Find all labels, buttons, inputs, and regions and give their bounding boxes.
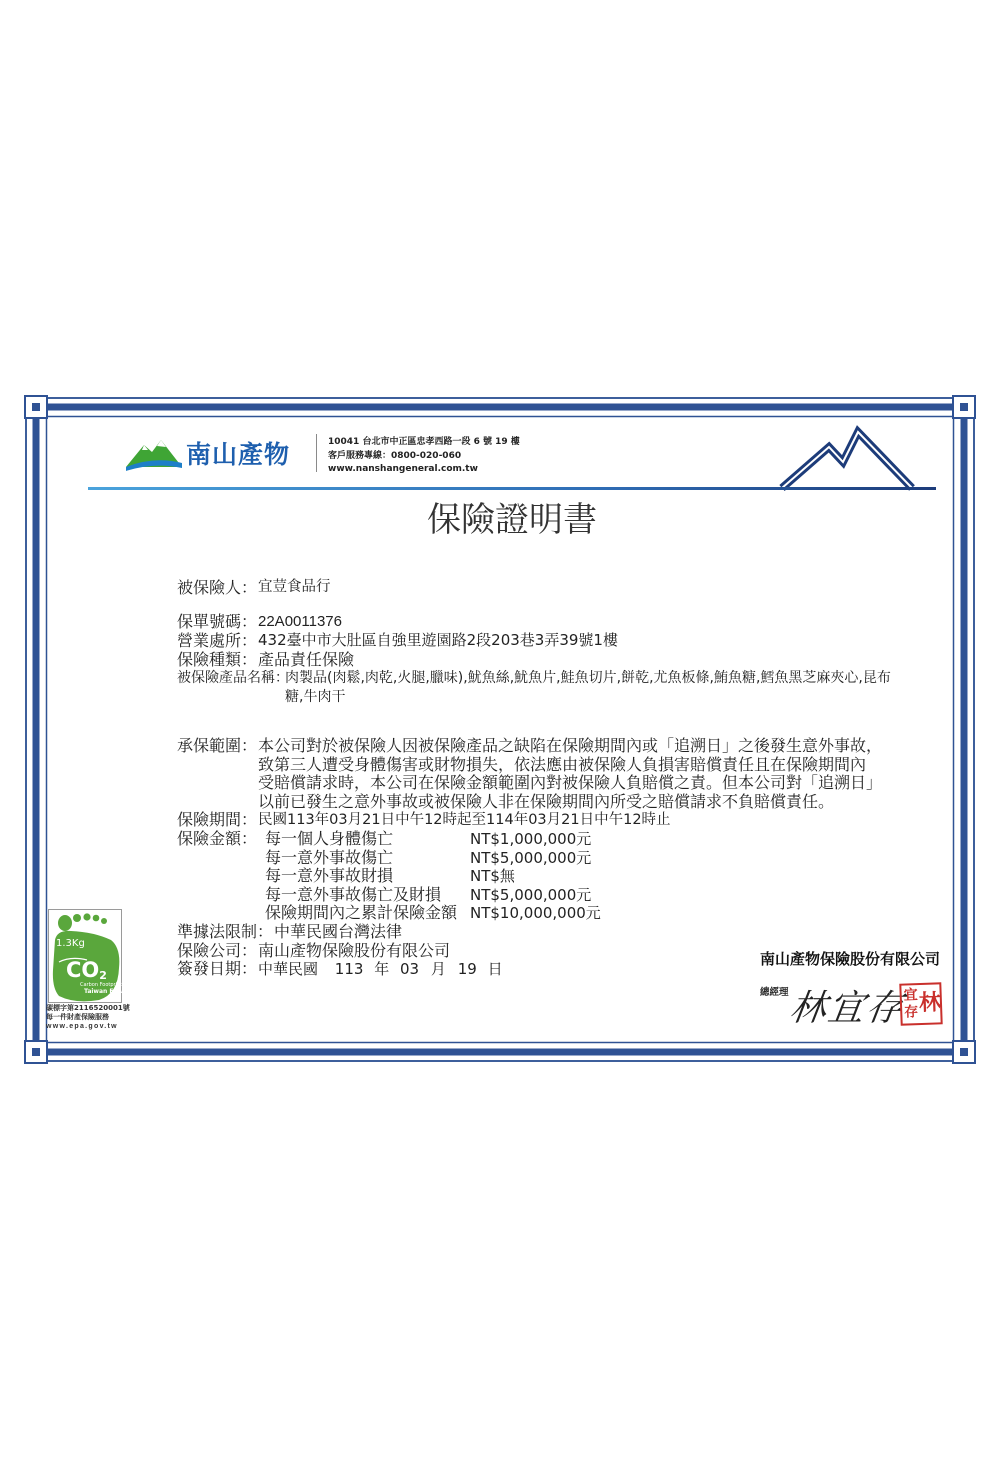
amount-row (177, 830, 882, 849)
governing-law-label: 準據法限制： (177, 921, 274, 941)
insurer-value: 南山產物保險股份有限公司 (258, 940, 451, 960)
amount-item: 保險期間內之累計保險金額 (265, 903, 458, 923)
policy-number-value: 22A0011376 (258, 613, 342, 630)
carbon-footprint-caption: Carbon Footprint (80, 982, 123, 988)
coverage-scope-text (258, 737, 882, 811)
amount-row (177, 904, 882, 923)
insured-products-label: 被保險產品名稱： (177, 670, 289, 686)
policy-number-row (177, 612, 342, 631)
amount-label-spacer (177, 849, 265, 868)
coverage-scope-line: 以前已發生之意外事故或被保險人非在保險期間內所受之賠償請求不負賠償責任。 (258, 791, 835, 811)
carbon-service-note: 每一件財產保險服務 (46, 1013, 109, 1021)
handwritten-signature: 林宜存 (787, 988, 907, 1029)
coverage-scope-label: 承保範圍： (177, 736, 258, 755)
policy-period-value: 民國113年03月21日中午12時起至114年03月21日中午12時止 (258, 812, 671, 829)
amount-value: NT$5,000,000元 (470, 848, 592, 867)
coverage-scope-line: 受賠償請求時，本公司在保險金額範圍內對被保險人負賠償之責。但本公司對「追溯日」 (258, 773, 883, 793)
amount-value: NT$5,000,000元 (470, 885, 592, 904)
frame-corner-bottom-left (25, 1041, 47, 1063)
coverage-scope-line: 致第三人遭受身體傷害或財物損失，依法應由被保險人負損害賠償責任且在保險期間內 (258, 754, 867, 774)
insurance-type-value: 產品責任保險 (258, 650, 355, 669)
seal-char: 宜 (903, 987, 918, 1004)
seal-char: 林 (918, 990, 942, 1017)
insured-label: 被保險人： (177, 578, 258, 597)
insured-products-value (285, 669, 891, 707)
amount-item: 每一個人身體傷亡 (265, 828, 394, 848)
seal-char: 存 (904, 1004, 919, 1021)
issue-date-year: 113 (334, 960, 364, 979)
issue-date-day: 19 (457, 960, 477, 979)
amount-value: NT$10,000,000元 (470, 904, 601, 923)
issue-date-value (258, 960, 503, 979)
amount-label-spacer (177, 867, 265, 886)
policy-period-row (177, 811, 882, 830)
insured-products-line: 糖,牛肉干 (285, 689, 346, 705)
company-website: www.nanshangeneral.com.tw (328, 464, 478, 474)
amount-row (177, 867, 882, 886)
insured-products-line: 肉製品(肉鬆,肉乾,火腿,臘味),魷魚絲,魷魚片,鮭魚切片,餅乾,尤魚板條,鮪魚糖,鱈魚黑芝麻夾心,昆布 (285, 670, 891, 686)
mountain-logo-icon (124, 437, 184, 473)
insured-value: 宜荳食品行 (258, 579, 331, 595)
issue-date-label: 簽發日期： (177, 959, 258, 979)
issue-date-day-unit: 日 (487, 960, 503, 979)
amount-item: 每一意外事故傷亡 (265, 847, 394, 867)
issue-date-month-unit: 月 (430, 960, 446, 979)
mountain-outline-icon (770, 425, 920, 491)
coverage-scope-line: 本公司對於被保險人因被保險產品之缺陷在保險期間內或「追溯日」之後發生意外事故， (258, 736, 883, 755)
amount-row (177, 886, 882, 905)
amount-value: NT$1,000,000元 (470, 829, 592, 848)
header-rule (88, 487, 936, 490)
issue-date-year-unit: 年 (374, 960, 390, 979)
carbon-co2-sub: 2 (99, 969, 107, 982)
document-title: 保險證明書 (427, 500, 597, 540)
amount-item: 每一意外事故傷亡及財損 (265, 884, 442, 904)
company-seal (899, 982, 942, 1025)
frame-corner-bottom-right (953, 1041, 975, 1063)
policy-number-label: 保單號碼： (177, 612, 258, 631)
company-logo-text: 南山產物 (186, 440, 291, 469)
amount-label: 保險金額： (177, 828, 258, 848)
amount-label-spacer (177, 904, 265, 923)
amount-row (177, 849, 882, 868)
issue-date-era: 中華民國 (258, 960, 319, 979)
governing-law-row (177, 923, 882, 942)
carbon-website: www.epa.gov.tw (46, 1023, 118, 1030)
carbon-co2-main: CO (66, 958, 100, 982)
header-contact (328, 436, 520, 477)
frame-corner-top-left (25, 396, 47, 418)
carbon-epa-caption: Taiwan EPA (84, 988, 122, 995)
business-address-value: 432臺中市大肚區自強里遊園路2段203巷3弄39號1樓 (258, 631, 618, 649)
insured-products-row (177, 669, 891, 707)
insurance-type-label: 保險種類： (177, 650, 258, 669)
coverage-section (177, 737, 882, 979)
carbon-weight: 1.3Kg (56, 938, 85, 949)
amount-value: NT$無 (470, 867, 515, 886)
governing-law-value: 中華民國台灣法律 (274, 921, 403, 941)
issue-date-month: 03 (400, 960, 420, 979)
customer-hotline: 客戶服務專線：0800-020-060 (328, 450, 462, 461)
signatory-title: 總經理 (760, 987, 789, 998)
policy-period-label: 保險期間： (177, 810, 258, 830)
carbon-cert-number: 碳標字第2116520001號 (46, 1004, 130, 1012)
business-address-row (177, 631, 618, 650)
header-divider (316, 434, 317, 472)
insurer-label: 保險公司： (177, 940, 258, 960)
signatory-company: 南山產物保險股份有限公司 (760, 950, 941, 968)
company-address: 10041 台北市中正區忠孝西路一段 6 號 19 樓 (328, 437, 520, 447)
amount-item: 每一意外事故財損 (265, 866, 394, 886)
coverage-scope-row (177, 737, 882, 811)
insurance-type-row (177, 650, 354, 669)
business-address-label: 營業處所： (177, 631, 258, 650)
frame-corner-top-right (953, 396, 975, 418)
amount-label-spacer (177, 886, 265, 905)
insured-row (177, 578, 331, 597)
